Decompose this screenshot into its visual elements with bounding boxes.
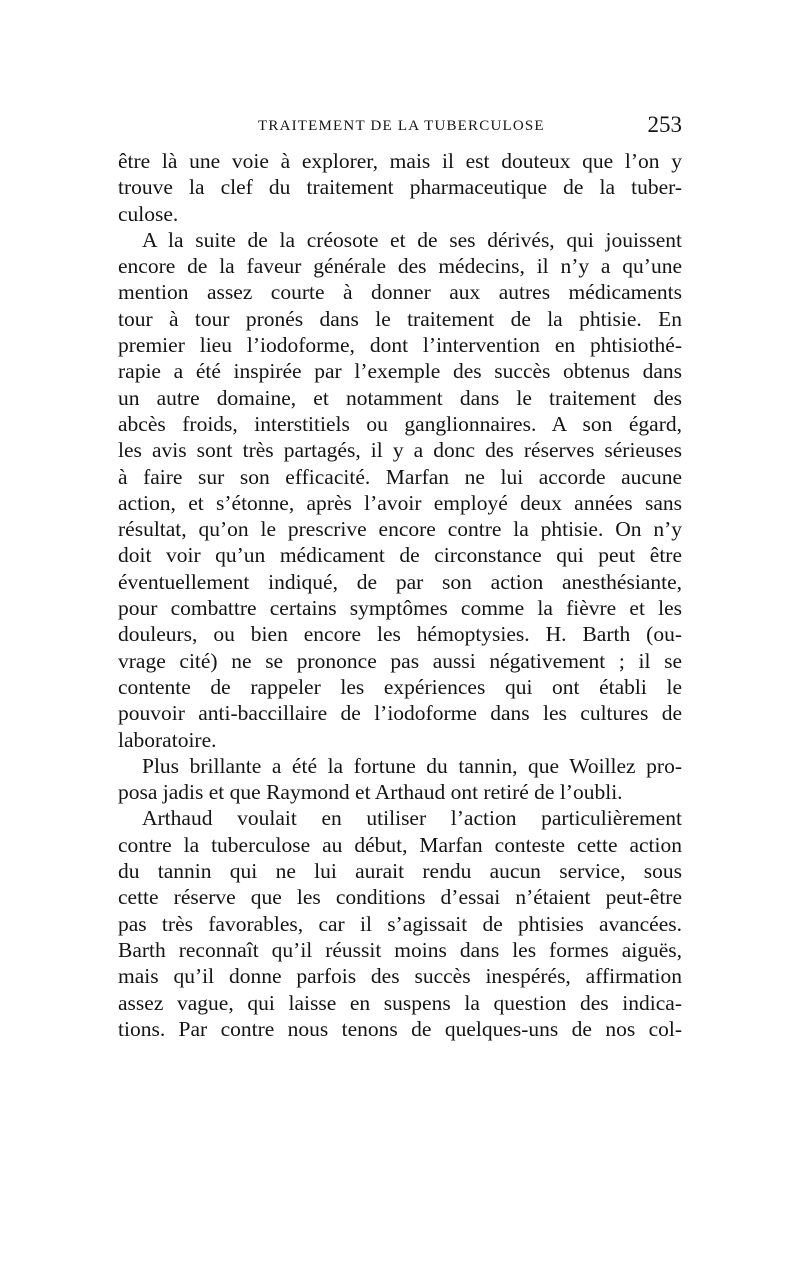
text-line: mention assez courte à donner aux autres médicaments <box>118 280 682 305</box>
text-line: être là une voie à explorer, mais il est douteux que l’on y <box>118 149 682 173</box>
text-line: pour combattre certains symptômes comme la fièvre et les <box>118 596 682 621</box>
text-line: premier lieu l’iodoforme, dont l’intervention en phtisiothé- <box>118 333 682 358</box>
text-line: du tannin qui ne lui aurait rendu aucun service, sous <box>118 859 682 884</box>
text-line: douleurs, ou bien encore les hémoptysies. H. Barth (ou- <box>118 622 682 647</box>
text-line: Barth reconnaît qu’il réussit moins dans les formes aiguës, <box>118 937 682 962</box>
text-line: mais qu’il donne parfois des succès inespérés, affirmation <box>118 964 682 989</box>
text-line: pas très favorables, car il s’agissait de phtisies avancées. <box>118 911 682 936</box>
text-line: Plus brillante a été la fortune du tannin, que Woillez pro- <box>142 753 682 778</box>
text-line: Arthaud voulait en utiliser l’action particulièrement <box>142 806 682 831</box>
text-line: encore de la faveur générale des médecins, il n’y a qu’une <box>118 254 682 279</box>
text-line: trouve la clef du traitement pharmaceutique de la tuber- <box>118 175 682 200</box>
text-line: contente de rappeler les expériences qui ont établi le <box>118 674 682 699</box>
text-line: un autre domaine, et notamment dans le traitement des <box>118 385 682 410</box>
text-line: laboratoire. <box>118 727 217 752</box>
text-line: cette réserve que les conditions d’essai n’étaient peut-être <box>118 885 682 910</box>
text-line: action, et s’étonne, après l’avoir employé deux années sans <box>118 490 682 515</box>
text-line: rapie a été inspirée par l’exemple des succès obtenus dans <box>118 359 682 384</box>
text-line: culose. <box>118 201 179 226</box>
page-number: 253 <box>647 112 682 137</box>
running-head <box>118 112 682 142</box>
text-line: abcès froids, interstitiels ou ganglionnaires. A son égard, <box>118 411 682 436</box>
text-line: tour à tour pronés dans le traitement de la phtisie. En <box>118 306 682 331</box>
text-line: pouvoir anti-baccillaire de l’iodoforme dans les cultures de <box>118 701 682 726</box>
text-line: A la suite de la créosote et de ses dérivés, qui jouissent <box>142 227 682 252</box>
body-text <box>118 148 682 1042</box>
text-line: posa jadis et que Raymond et Arthaud ont retiré de l’oubli. <box>118 780 623 805</box>
text-line: contre la tuberculose au début, Marfan conteste cette action <box>118 832 682 857</box>
text-line: à faire sur son efficacité. Marfan ne lui accorde aucune <box>118 464 682 489</box>
text-line: éventuellement indiqué, de par son action anesthésiante, <box>118 569 682 594</box>
running-title: TRAITEMENT DE LA TUBERCULOSE <box>258 118 545 134</box>
text-line: résultat, qu’on le prescrive encore contre la phtisie. On n’y <box>118 517 682 542</box>
text-line: doit voir qu’un médicament de circonstance qui peut être <box>118 543 682 568</box>
text-line: assez vague, qui laisse en suspens la question des indica- <box>118 990 682 1015</box>
text-line: tions. Par contre nous tenons de quelques-uns de nos col- <box>118 1016 682 1041</box>
text-line: vrage cité) ne se prononce pas aussi négativement ; il se <box>118 648 682 673</box>
text-line: les avis sont très partagés, il y a donc des réserves sérieuses <box>118 438 682 463</box>
